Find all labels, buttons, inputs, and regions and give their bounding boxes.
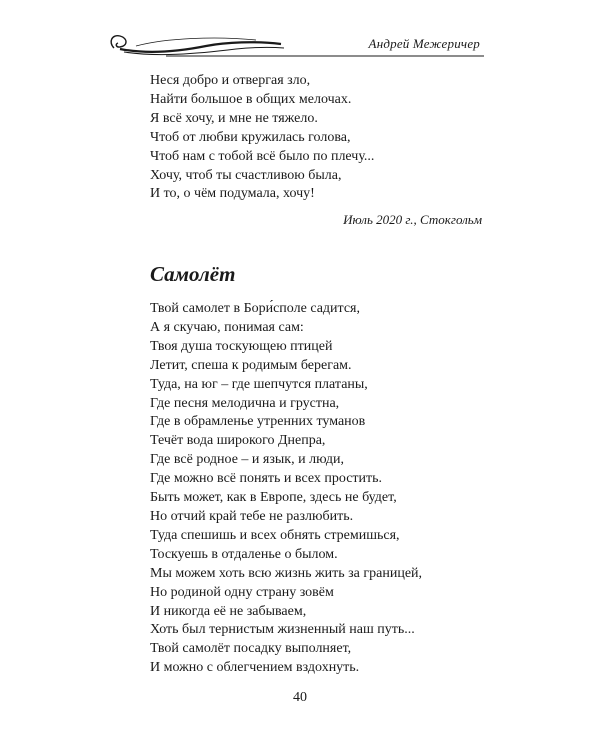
poem-line: Твоя душа тоскующею птицей (150, 338, 333, 354)
poem-line: Но отчий край тебе не разлюбить. (150, 508, 354, 524)
poem-line: Туда спешишь и всех обнять стремишься, (150, 527, 400, 543)
poem-title: Самолёт (150, 262, 236, 286)
poem-stanza (150, 300, 422, 678)
poem-line: А я скучаю, понимая сам: (150, 319, 304, 335)
page-number: 40 (293, 690, 307, 705)
author-name: Андрей Межеричер (368, 36, 480, 51)
poem-line: Я всё хочу, и мне не тяжело. (150, 110, 318, 126)
poem-line: Хочу, чтоб ты счастливою была, (150, 167, 342, 183)
poem-line: Мы можем хоть всю жизнь жить за границей, (150, 565, 423, 581)
running-header (106, 24, 484, 64)
poem-line: Быть может, как в Европе, здесь не будет, (150, 490, 397, 506)
poem-line: И то, о чём подумала, хочу! (150, 186, 315, 202)
poem-line: Твой самолет в Бори́споле садится, (150, 301, 360, 316)
poem-line: Летит, спеша к родимым берегам. (150, 357, 352, 373)
poem-stanza (150, 72, 374, 204)
poem-line: Хоть был тернистым жизненный наш путь... (150, 622, 415, 638)
poem-line: И никогда её не забываем, (150, 603, 307, 619)
poem-line: Тоскуешь в отдаленье о былом. (150, 546, 338, 562)
poem-date-place: Июль 2020 г., Стокгольм (343, 212, 482, 227)
poem-line: Неся добро и отвергая зло, (150, 73, 311, 88)
poem-line: Где всё родное – и язык, и люди, (150, 452, 344, 468)
poem-line: Найти большое в общих мелочах. (150, 91, 352, 107)
poem-line: И можно с облегчением вздохнуть. (150, 660, 360, 676)
poem-line: Туда, на юг – где шепчутся платаны, (150, 376, 368, 392)
poem-line: Но родиной одну страну зовём (150, 584, 334, 600)
poem-line: Чтоб от любви кружилась голова, (150, 129, 351, 145)
poem-line: Чтоб нам с тобой всё было по плечу... (150, 148, 375, 164)
poem-line: Твой самолёт посадку выполняет, (150, 641, 352, 657)
poem-line: Течёт вода широкого Днепра, (150, 433, 326, 449)
poem-line: Где песня мелодична и грустна, (150, 395, 340, 411)
poem-line: Где в обрамленье утренних туманов (150, 414, 366, 430)
poem-line: Где можно всё понять и всех простить. (150, 471, 383, 487)
